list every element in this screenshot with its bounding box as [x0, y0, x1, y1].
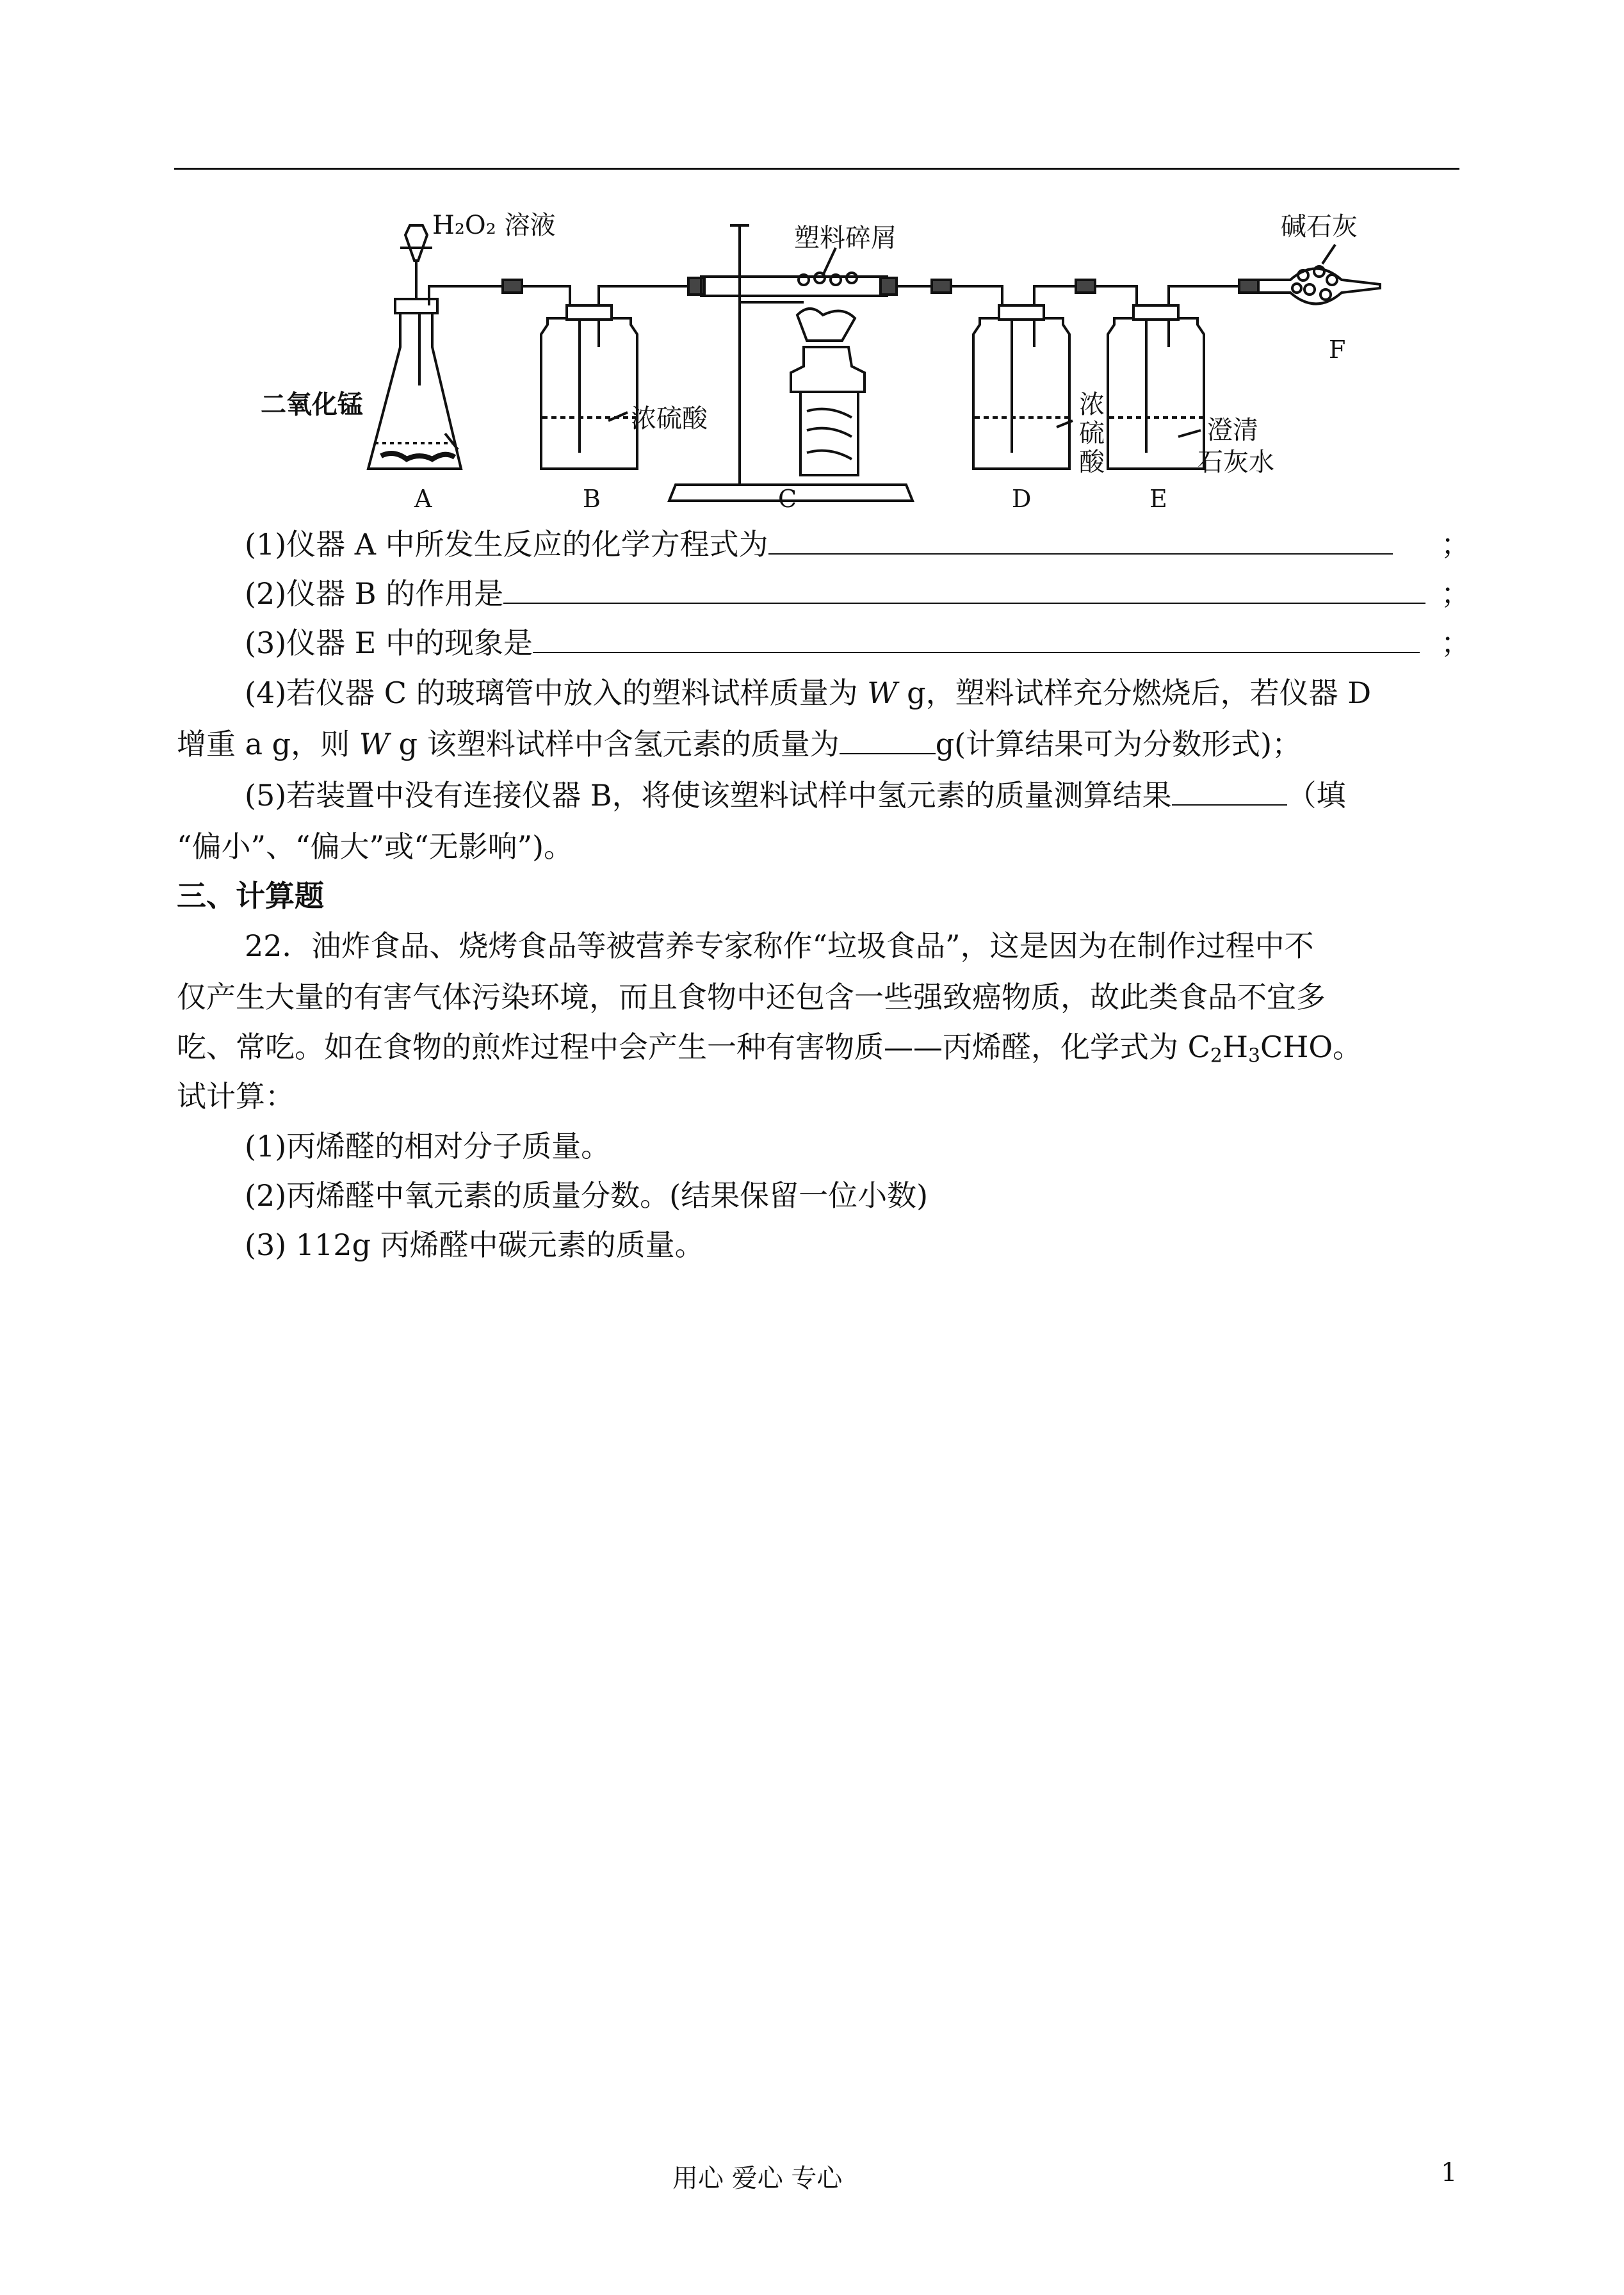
apparatus-drawing — [355, 200, 1444, 520]
label-soda-lime: 碱石灰 — [1281, 212, 1358, 241]
question-5-text-a: (5)若装置中没有连接仪器 B，将使该塑料试样中氢元素的质量测算结果 — [245, 778, 1172, 813]
label-h2o2: H₂O₂ 溶液 — [432, 211, 556, 240]
problem-22-line-1: 22．油炸食品、烧烤食品等被营养专家称作“垃圾食品”，这是因为在制作过程中不 — [245, 929, 1314, 963]
question-2-text: (2)仪器 B 的作用是 — [245, 576, 504, 611]
apparatus-diagram — [261, 200, 1444, 520]
question-2 — [245, 573, 1425, 614]
variable-w-2: W — [359, 727, 390, 761]
label-d: D — [1012, 485, 1032, 513]
bottle-b — [541, 318, 637, 469]
problem-22-text-a: 吃、常吃。如在食物的煎炸过程中会产生一种有害物质——丙烯醛，化学式为 C — [177, 1030, 1210, 1064]
flask-a — [368, 309, 461, 469]
bottle-e — [1108, 318, 1204, 469]
separatory-funnel — [405, 225, 427, 261]
label-limewater-2: 石灰水 — [1198, 448, 1274, 477]
label-limewater-1: 澄清 — [1207, 416, 1258, 445]
alcohol-lamp — [791, 347, 865, 392]
answer-blank-5[interactable] — [1172, 776, 1287, 806]
question-5-text-b: （填 — [1287, 778, 1346, 813]
sub-question-1: (1)丙烯醛的相对分子质量。 — [245, 1129, 611, 1164]
bottle-d — [973, 318, 1069, 469]
answer-blank-2[interactable] — [503, 574, 1425, 604]
drying-tube-f — [1258, 269, 1380, 304]
label-b: B — [583, 485, 601, 513]
question-3 — [245, 622, 1420, 663]
label-plastic: 塑料碎屑 — [794, 223, 897, 253]
question-4-text-e: g(计算结果可为分数形式)； — [935, 727, 1302, 761]
question-4-text-d: g 该塑料试样中含氢元素的质量为 — [389, 727, 840, 761]
label-a: A — [414, 485, 432, 513]
section-heading: 三、计算题 — [177, 879, 324, 913]
footer-motto: 用心 爱心 专心 — [672, 2164, 843, 2193]
label-conc-acid-d-3: 酸 — [1079, 448, 1105, 477]
question-4-line-2 — [177, 724, 1301, 765]
problem-22-line-2: 仅产生大量的有害气体污染环境，而且食物中还包含一些强致癌物质，故此类食品不宜多 — [177, 980, 1326, 1014]
page-number: 1 — [1441, 2158, 1458, 2187]
formula-h: H — [1222, 1030, 1248, 1064]
label-mno2: 二氧化锰 — [261, 389, 363, 419]
question-3-text: (3)仪器 E 中的现象是 — [245, 626, 533, 660]
question-4-text-b: g，塑料试样充分燃烧后，若仪器 D — [897, 676, 1372, 710]
header-rule — [174, 168, 1459, 170]
question-5-line-1 — [245, 775, 1346, 816]
sub-question-3: (3) 112g 丙烯醛中碳元素的质量。 — [245, 1228, 704, 1262]
question-5-line-2 — [177, 826, 573, 867]
answer-blank-3[interactable] — [533, 624, 1420, 653]
semicolon-3: ； — [1441, 626, 1470, 660]
problem-22-text-b: CHO。 — [1260, 1030, 1363, 1064]
label-conc-acid-b: 浓硫酸 — [631, 404, 708, 434]
label-conc-acid-d-1: 浓 — [1079, 390, 1105, 419]
sub-question-2: (2)丙烯醛中氧元素的质量分数。(结果保留一位小数) — [245, 1178, 929, 1213]
subscript-2: 2 — [1210, 1044, 1222, 1067]
semicolon-2: ； — [1441, 576, 1470, 611]
question-4-text-a: (4)若仪器 C 的玻璃管中放入的塑料试样质量为 — [245, 676, 868, 710]
label-c: C — [778, 485, 797, 513]
semicolon-1: ； — [1441, 527, 1470, 562]
variable-w: W — [867, 676, 898, 710]
combustion-tube — [701, 277, 887, 296]
problem-22-line-4: 试计算： — [177, 1079, 295, 1114]
question-1 — [245, 524, 1393, 565]
problem-22-line-3 — [177, 1026, 1362, 1067]
question-5-text-c: “偏小”、“偏大”或“无影响”)。 — [177, 829, 574, 864]
label-e: E — [1149, 485, 1167, 513]
answer-blank-4[interactable] — [840, 725, 936, 754]
answer-blank-1[interactable] — [768, 525, 1393, 555]
question-4-text-c: 增重 a g，则 — [177, 727, 359, 761]
question-4-line-1 — [245, 672, 1371, 713]
label-f: F — [1329, 336, 1346, 364]
subscript-3: 3 — [1247, 1044, 1261, 1067]
label-conc-acid-d-2: 硫 — [1079, 419, 1105, 448]
question-1-text: (1)仪器 A 中所发生反应的化学方程式为 — [245, 527, 768, 562]
